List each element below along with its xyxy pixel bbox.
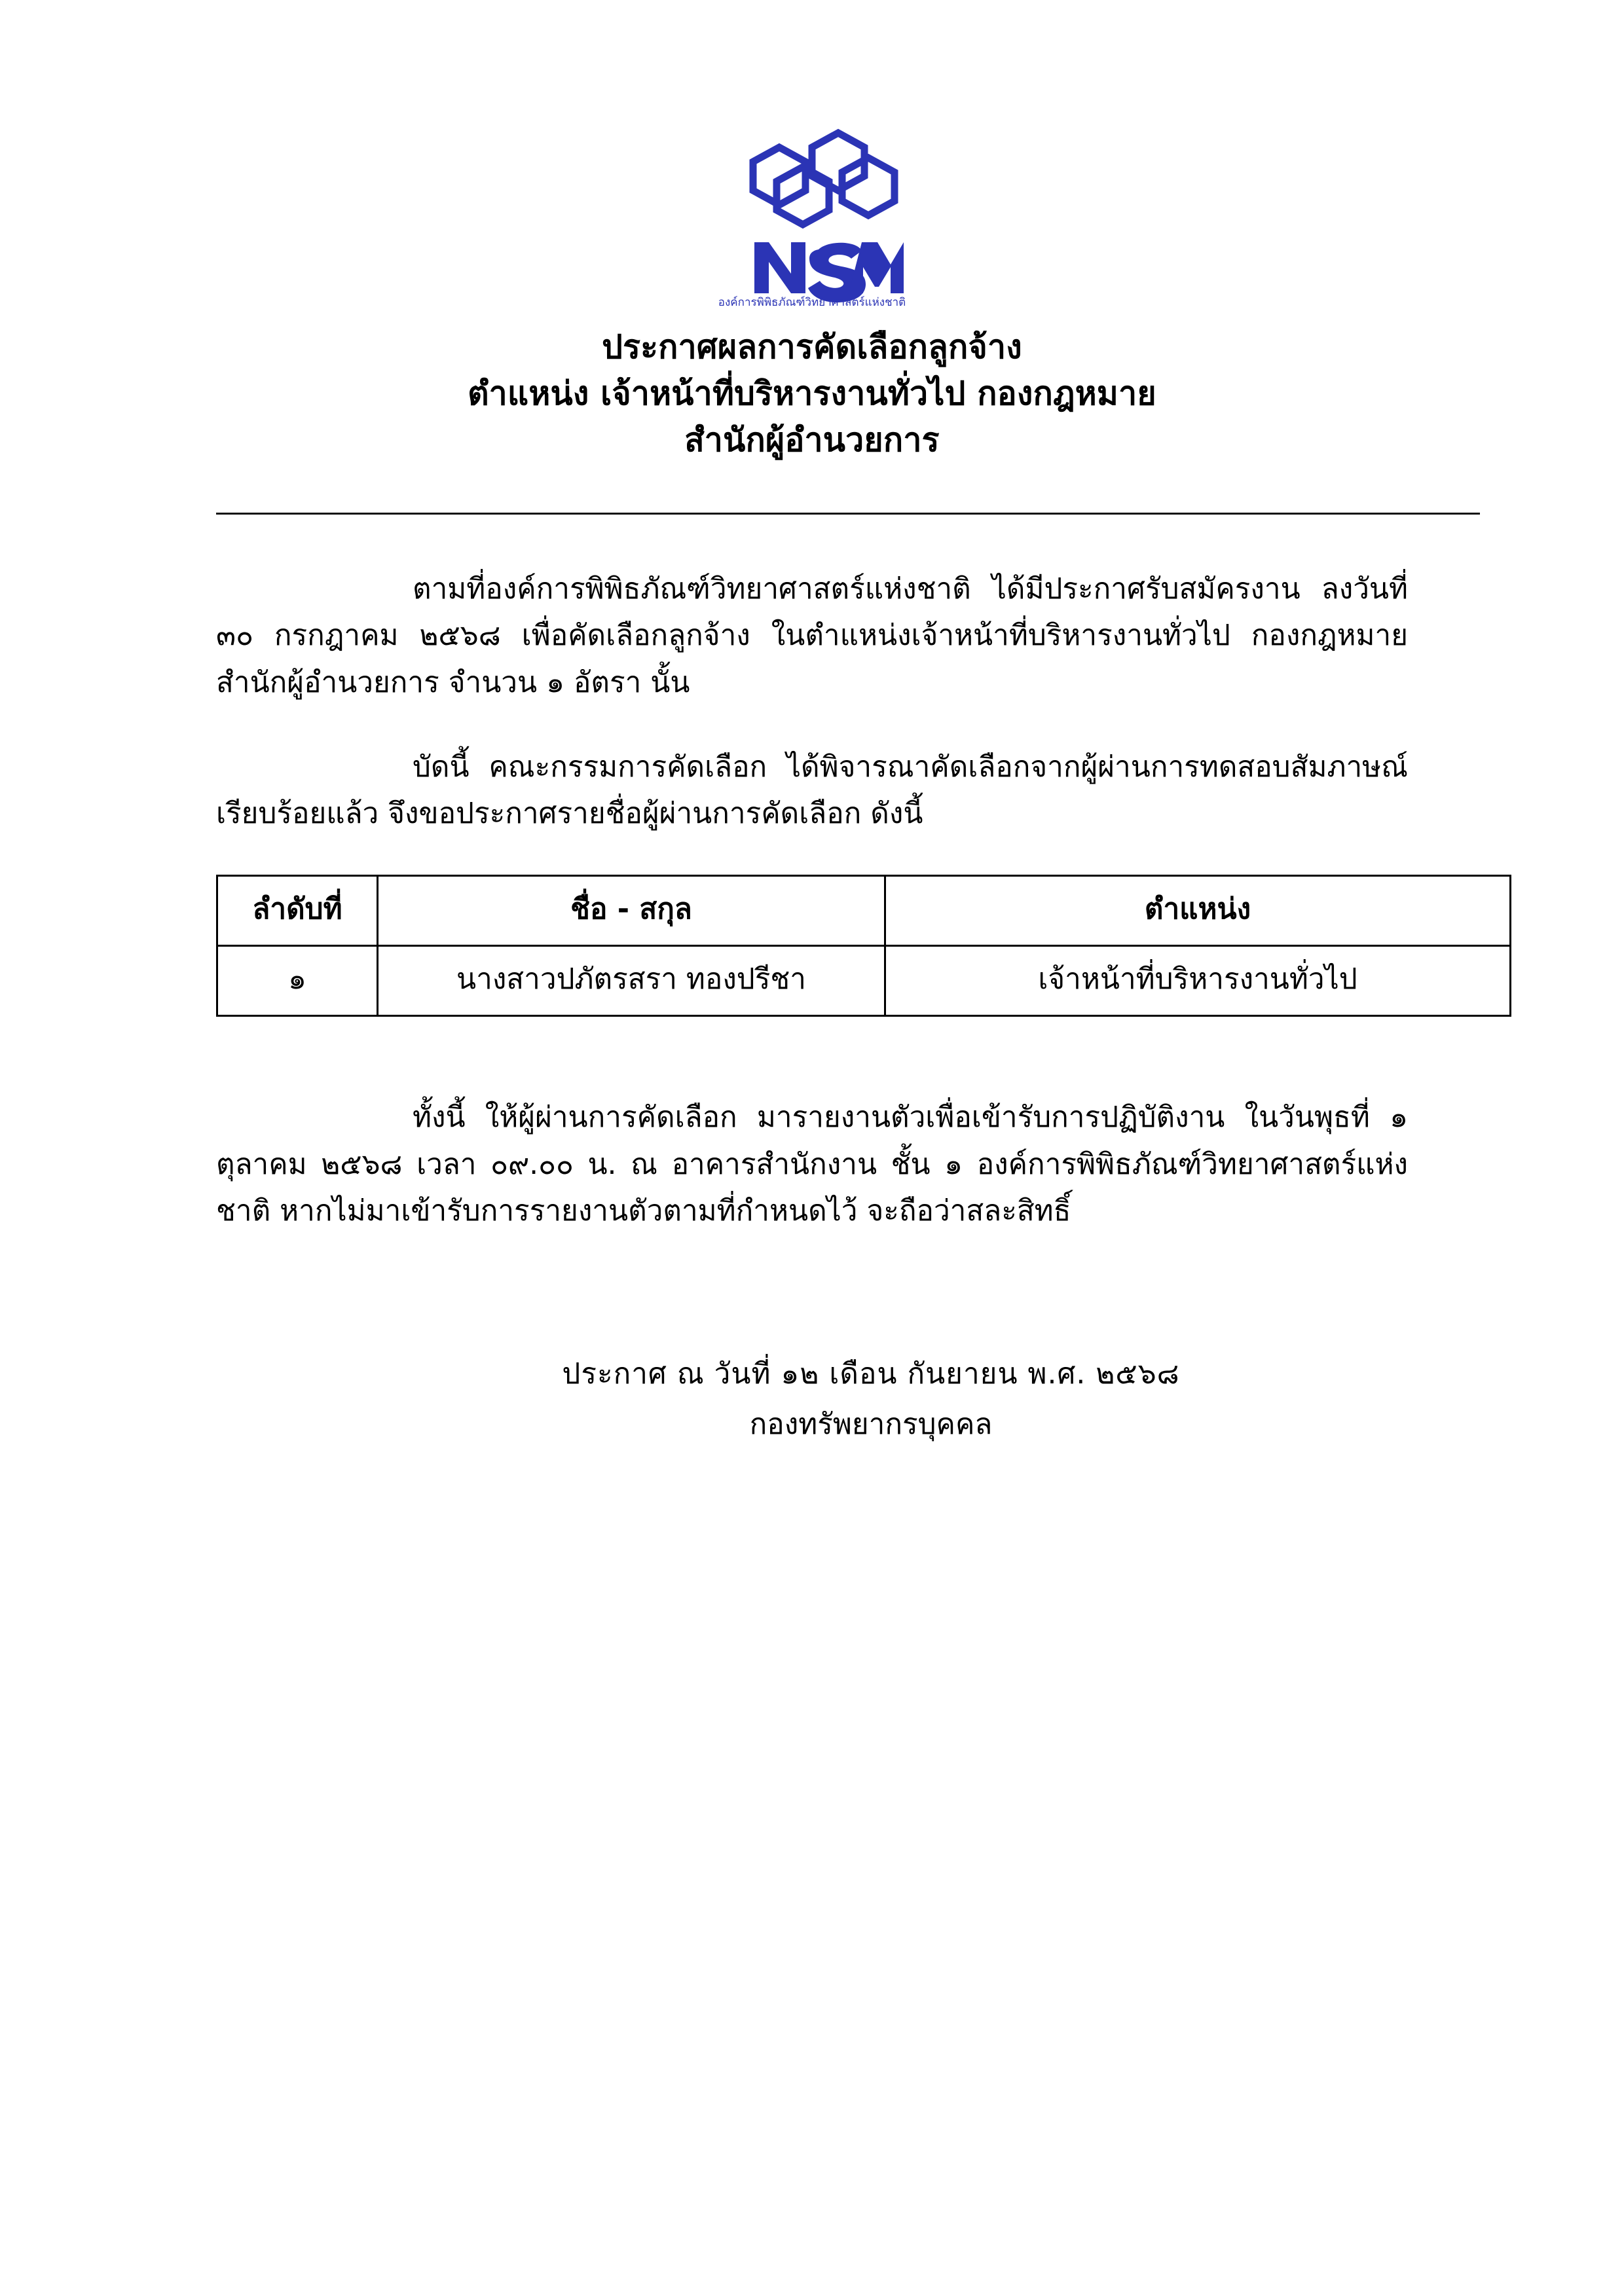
signature-block: [216, 1349, 1408, 1449]
organization-logo: [216, 0, 1408, 311]
logo-subtitle: องค์การพิพิธภัณฑ์วิทยาศาสตร์แห่งชาติ: [718, 296, 906, 309]
heading-line-2: ตำแหน่ง เจ้าหน้าที่บริหารงานทั่วไป กองกฎหมาย: [468, 374, 1156, 412]
body-paragraph-2: บัดนี้ คณะกรรมการคัดเลือก ได้พิจารณาคัดเลือกจากผู้ผ่านการทดสอบสัมภาษณ์เรียบร้อยแล้ว จึงขอประกาศรายชื่อผู้ผ่านการคัดเลือก ดังนี้: [216, 750, 1408, 831]
document-body: [216, 566, 1408, 837]
results-table: [216, 875, 1511, 1017]
document-heading: [216, 324, 1408, 464]
table-header-no: ลำดับที่: [217, 876, 378, 946]
nsm-hexagon-logo: [714, 121, 910, 311]
table-header-row: [217, 876, 1511, 946]
announcement-date: ประกาศ ณ วันที่ ๑๒ เดือน กันยายน พ.ศ. ๒๕๖๘: [562, 1357, 1180, 1391]
body-paragraph-3: ทั้งนี้ ให้ผู้ผ่านการคัดเลือก มารายงานตัวเพื่อเข้ารับการปฏิบัติงาน ในวันพุธที่ ๑ ตุลาคม ๒๕๖๘ เวลา ๐๙.๐๐ น. ณ อาคารสำนักงาน ชั้น ๑ องค์การพิพิธภัณฑ์วิทยาศาสตร์แห่งชาติ หากไม่มาเข้ารับการรายงานตัวตามที่กำหนดไว้ จะถือว่าสละสิทธิ์: [216, 1101, 1408, 1228]
table-header-position: ตำแหน่ง: [885, 876, 1511, 946]
cell-position: เจ้าหน้าที่บริหารงานทั่วไป: [885, 946, 1511, 1016]
table-row: [217, 946, 1511, 1016]
heading-line-3: สำนักผู้อำนวยการ: [684, 421, 940, 459]
body-paragraph-1: ตามที่องค์การพิพิธภัณฑ์วิทยาศาสตร์แห่งชาติ ได้มีประกาศรับสมัครงาน ลงวันที่ ๓๐ กรกฎาคม ๒๕๖๘ เพื่อคัดเลือกลูกจ้าง ในตำแหน่งเจ้าหน้าที่บริหารงานทั่วไป กองกฎหมาย สำนักผู้อำนวยการ จำนวน ๑ อัตรา นั้น: [216, 572, 1408, 699]
table-header-name: ชื่อ - สกุล: [378, 876, 885, 946]
closing-section: [216, 1094, 1408, 1234]
cell-name: นางสาวปภัตรสรา ทองปรีชา: [378, 946, 885, 1016]
header-divider: [216, 513, 1480, 515]
cell-no: ๑: [217, 946, 378, 1016]
issuing-department: กองทรัพยากรบุคคล: [749, 1408, 993, 1442]
heading-line-1: ประกาศผลการคัดเลือกลูกจ้าง: [602, 328, 1022, 366]
